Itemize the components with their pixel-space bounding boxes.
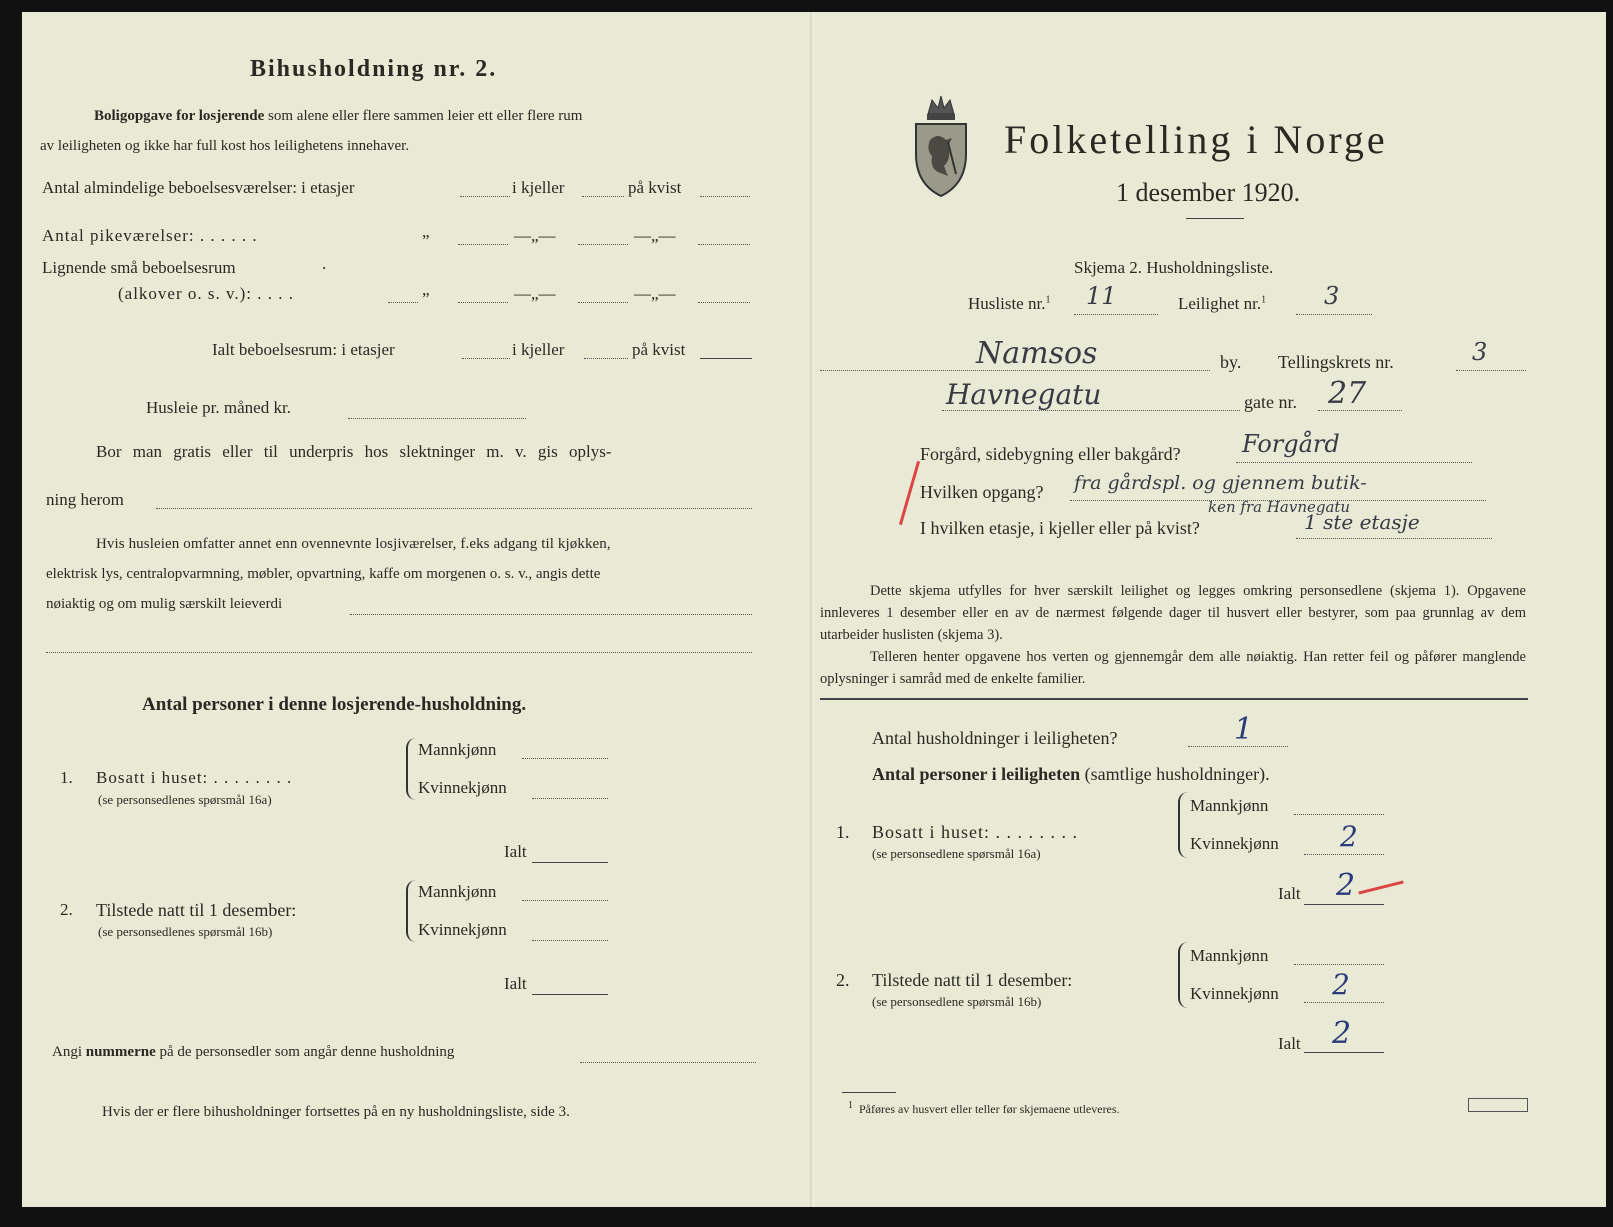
- left-q1-sub: (se personsedlenes spørsmål 16a): [98, 792, 272, 807]
- left-q2-ialt-field[interactable]: [532, 994, 608, 995]
- ialt-etasjer-field[interactable]: [462, 358, 510, 359]
- pike-dash-1: —„—: [514, 226, 556, 245]
- alm-kvist-label: på kvist: [628, 178, 682, 197]
- gate-nr-value: 27: [1328, 376, 1367, 411]
- right-q2-label: Tilstede natt til 1 desember:: [872, 970, 1073, 990]
- angi-line: Angi nummerne på de personsedler som angår denne husholdning: [52, 1044, 455, 1060]
- husliste-label: Husliste nr.$^1$: [968, 294, 1051, 313]
- pike-etasjer-field[interactable]: [458, 244, 508, 245]
- left-q1-mann-field[interactable]: [522, 758, 608, 759]
- left-q1-kvinne-field[interactable]: [532, 798, 608, 799]
- gate-nr-field[interactable]: [1318, 410, 1402, 411]
- right-q2-sub: (se personsedlene spørsmål 16b): [872, 994, 1042, 1009]
- etasje-field[interactable]: [1296, 538, 1492, 539]
- right-q2-kvinne-label: Kvinnekjønn: [1190, 984, 1279, 1003]
- info-paragraph-2: Telleren henter opgavene hos verten og gjennemgår dem alle nøiaktig. Han retter feil og påfører manglende oplysninger i samråd med de enkelte familier.: [820, 649, 1526, 687]
- right-q2-kvinne-value: 2: [1332, 968, 1350, 1001]
- husleie-field[interactable]: [348, 418, 526, 419]
- left-q1-kvinne-label: Kvinnekjønn: [418, 778, 507, 797]
- lignende-etasjer-field[interactable]: [458, 302, 508, 303]
- left-q1-label: Bosatt i huset: . . . . . . . .: [96, 768, 293, 787]
- forgaard-label: Forgård, sidebygning eller bakgård?: [920, 444, 1181, 464]
- alm-kjeller-label: i kjeller: [512, 178, 565, 197]
- pike-dash-2: —„—: [634, 226, 676, 245]
- bor-field[interactable]: [156, 508, 752, 509]
- leilighet-label: Leilighet nr.$^1$: [1178, 294, 1267, 313]
- lignende-lead-field[interactable]: [388, 302, 418, 303]
- ialt-kjeller-field[interactable]: [584, 358, 628, 359]
- opgang-value-2: ken fra Havnegatu: [1208, 498, 1351, 516]
- ialt-rum-label: Ialt beboelsesrum: i etasjer: [212, 340, 395, 359]
- info-paragraph-1: Dette skjema utfylles for hver særskilt leilighet og legges omkring personsedlene (skjema 1). Opgavene innleveres 1 desember eller en av de nærmest følgende dager til husvert eller bestyrer, som paa grunnlag av dem utarbeider huslisten (skjema 3).: [820, 583, 1526, 643]
- left-q2-brace: [406, 880, 418, 942]
- leieverdi-field-2[interactable]: [46, 652, 752, 653]
- leilighet-field[interactable]: [1296, 314, 1372, 315]
- krets-value: 3: [1472, 338, 1488, 366]
- right-q2-mann-label: Mannkjønn: [1190, 946, 1269, 965]
- right-q1-sub: (se personsedlene spørsmål 16a): [872, 846, 1041, 861]
- alm-kjeller-field[interactable]: [582, 196, 624, 197]
- krets-label: Tellingskrets nr.: [1278, 352, 1394, 372]
- left-q2-mann-label: Mannkjønn: [418, 882, 497, 901]
- right-q2-kvinne-field[interactable]: [1304, 1002, 1384, 1003]
- right-q2-ialt-field[interactable]: [1304, 1052, 1384, 1053]
- lignende-dash-2: —„—: [634, 284, 676, 303]
- alm-etasjer-field[interactable]: [460, 196, 510, 197]
- left-title: Bihusholdning nr. 2.: [250, 56, 498, 82]
- left-q1-mann-label: Mannkjønn: [418, 740, 497, 759]
- left-q2-kvinne-label: Kvinnekjønn: [418, 920, 507, 939]
- antal-pers-line: Antal personer i leiligheten (samtlige husholdninger).: [872, 764, 1270, 784]
- ialt-kvist-label: på kvist: [632, 340, 686, 359]
- right-q2-brace: [1178, 942, 1190, 1008]
- left-page: [22, 12, 812, 1207]
- antal-hush-value: 1: [1234, 712, 1254, 747]
- right-title: Folketelling i Norge: [1004, 117, 1388, 162]
- skjema-label: Skjema 2. Husholdningsliste.: [1074, 258, 1274, 277]
- husliste-field[interactable]: [1074, 314, 1158, 315]
- husleie-label: Husleie pr. måned kr.: [146, 398, 291, 417]
- left-q1-ialt-label: Ialt: [504, 842, 527, 861]
- info-rule: [820, 698, 1528, 700]
- bor-line-1: Bor man gratis eller til underpris hos slektninger m. v. gis oplys-: [96, 442, 612, 461]
- footnote-rule: [842, 1092, 896, 1093]
- left-q2-num: 2.: [60, 900, 73, 919]
- lignende-label-2: (alkover o. s. v.): . . . .: [118, 284, 295, 303]
- antal-hush-label: Antal husholdninger i leiligheten?: [872, 728, 1118, 748]
- lignende-ditto: „: [422, 280, 430, 299]
- opgang-label: Hvilken opgang?: [920, 482, 1044, 502]
- footnote: $^1$ Påføres av husvert eller teller før skjemaene utleveres.: [848, 1100, 1120, 1116]
- alm-kvist-field[interactable]: [700, 196, 750, 197]
- hvis-line-3: nøiaktig og om mulig særskilt leieverdi: [46, 596, 283, 612]
- ialt-kjeller-label: i kjeller: [512, 340, 565, 359]
- red-pencil-mark: [899, 461, 920, 525]
- ialt-kvist-field[interactable]: [700, 358, 752, 359]
- right-q1-kvinne-value: 2: [1340, 820, 1358, 853]
- lignende-dash-1: —„—: [514, 284, 556, 303]
- forgaard-value: Forgård: [1242, 430, 1340, 458]
- antal-hush-field[interactable]: [1188, 746, 1288, 747]
- right-q1-num: 1.: [836, 822, 850, 842]
- red-check-mark: [1358, 880, 1403, 894]
- etasje-value: 1 ste etasje: [1304, 510, 1420, 534]
- right-q1-ialt-label: Ialt: [1278, 884, 1301, 903]
- right-q1-mann-field[interactable]: [1294, 814, 1384, 815]
- by-value: Namsos: [976, 336, 1098, 371]
- antal-personer-heading: Antal personer i denne losjerende-husholdning.: [142, 694, 527, 715]
- right-q1-label: Bosatt i huset: . . . . . . . .: [872, 822, 1078, 842]
- intro-line-1: Boligopgave for losjerende som alene eller flere sammen leier ett eller flere rum: [94, 108, 583, 124]
- pike-kvist-field[interactable]: [698, 244, 750, 245]
- lignende-kjeller-field[interactable]: [578, 302, 628, 303]
- right-q2-ialt-label: Ialt: [1278, 1034, 1301, 1053]
- right-q2-mann-field[interactable]: [1294, 964, 1384, 965]
- right-q2-num: 2.: [836, 970, 850, 990]
- pike-label: Antal pikeværelser: . . . . . .: [42, 226, 258, 245]
- husliste-value: 11: [1086, 282, 1117, 310]
- norwegian-coat-of-arms-icon: [908, 84, 974, 200]
- lignende-label-1: Lignende små beboelsesrum: [42, 258, 236, 277]
- right-date: 1 desember 1920.: [1116, 178, 1301, 207]
- right-q1-ialt-field[interactable]: [1304, 904, 1384, 905]
- left-q2-mann-field[interactable]: [522, 900, 608, 901]
- right-q1-ialt-value: 2: [1336, 868, 1356, 903]
- lignende-dot: .: [322, 254, 327, 273]
- gate-value: Havnegatu: [946, 378, 1102, 411]
- hvis-line-1: Hvis husleien omfatter annet enn ovennevnte losjiværelser, f.eks adgang til kjøkken,: [96, 536, 611, 552]
- left-q1-brace: [406, 738, 418, 800]
- angi-field[interactable]: [580, 1062, 756, 1063]
- pike-kjeller-field[interactable]: [578, 244, 628, 245]
- gate-field[interactable]: [942, 410, 1240, 411]
- right-q1-kvinne-field[interactable]: [1304, 854, 1384, 855]
- intro-line-2: av leiligheten og ikke har full kost hos leilighetens innehaver.: [40, 138, 410, 154]
- printer-stamp-icon: [1468, 1098, 1528, 1112]
- lignende-kvist-field[interactable]: [698, 302, 750, 303]
- right-q1-brace: [1178, 792, 1190, 858]
- antal-alm-label: Antal almindelige beboelsesværelser: i etasjer: [42, 178, 355, 197]
- right-page: [816, 12, 1606, 1207]
- left-q2-label: Tilstede natt til 1 desember:: [96, 900, 297, 920]
- by-field[interactable]: [820, 370, 1210, 371]
- leilighet-value: 3: [1324, 282, 1340, 310]
- left-q2-kvinne-field[interactable]: [532, 940, 608, 941]
- right-q2-ialt-value: 2: [1332, 1016, 1352, 1051]
- left-q2-ialt-label: Ialt: [504, 974, 527, 993]
- title-rule: [1186, 218, 1244, 219]
- forgaard-field[interactable]: [1236, 462, 1472, 463]
- by-label: by.: [1220, 352, 1242, 372]
- bor-line-2: ning herom: [46, 490, 124, 509]
- left-footer: Hvis der er flere bihusholdninger fortsettes på en ny husholdningsliste, side 3.: [102, 1104, 570, 1120]
- opgang-value-1: fra gårdspl. og gjennem butik-: [1074, 472, 1367, 494]
- left-q2-sub: (se personsedlenes spørsmål 16b): [98, 924, 273, 939]
- pike-ditto: „: [422, 222, 430, 241]
- etasje-label: I hvilken etasje, i kjeller eller på kvist?: [920, 518, 1200, 538]
- hvis-line-2: elektrisk lys, centralopvarmning, møbler, opvartning, kaffe om morgenen o. s. v., angis dette: [46, 566, 601, 582]
- krets-field[interactable]: [1456, 370, 1526, 371]
- leieverdi-field[interactable]: [350, 614, 752, 615]
- right-q1-kvinne-label: Kvinnekjønn: [1190, 834, 1279, 853]
- left-q1-ialt-field[interactable]: [532, 862, 608, 863]
- right-q1-mann-label: Mannkjønn: [1190, 796, 1269, 815]
- left-q1-num: 1.: [60, 768, 73, 787]
- gate-label: gate nr.: [1244, 392, 1297, 412]
